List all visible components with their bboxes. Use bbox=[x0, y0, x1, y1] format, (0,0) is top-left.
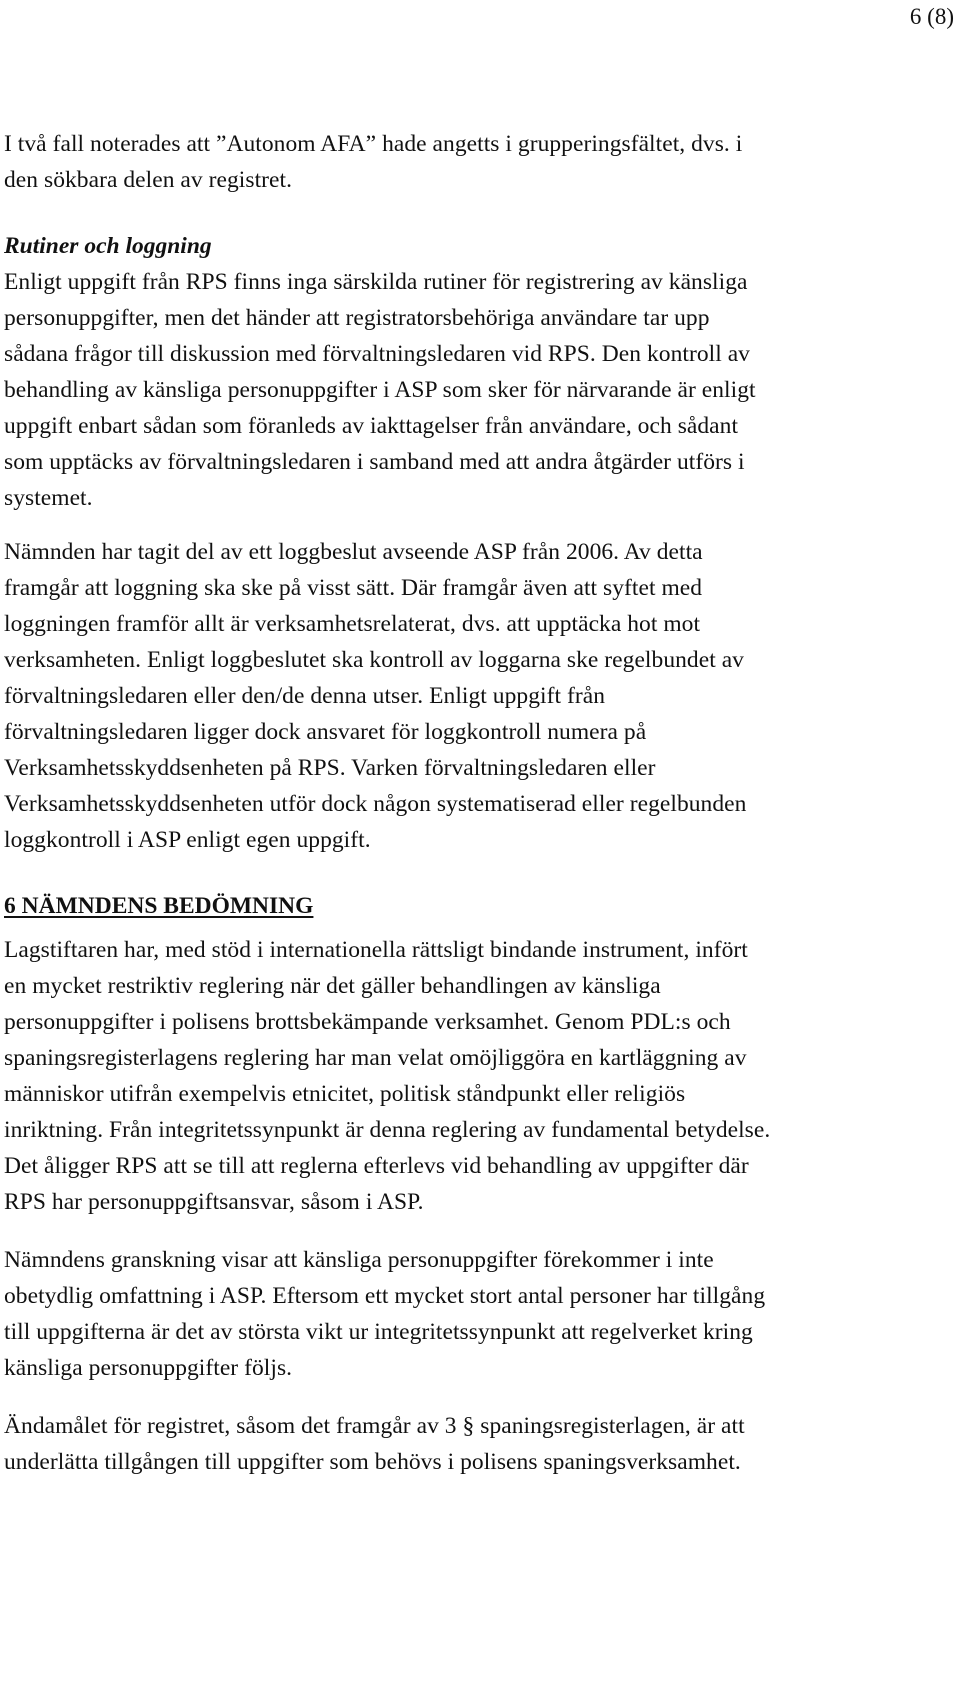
intro-paragraph bbox=[4, 126, 956, 198]
text-line: uppgift enbart sådan som föranleds av iakttagelser från användare, och sådant bbox=[4, 413, 739, 439]
text-line: förvaltningsledaren ligger dock ansvaret för loggkontroll numera på bbox=[4, 719, 647, 745]
assessment-paragraph-3 bbox=[4, 1408, 956, 1480]
page-number: 6 (8) bbox=[909, 4, 954, 29]
text-line: Verksamhetsskyddsenheten utför dock någon systematiserad eller regelbunden bbox=[4, 791, 747, 817]
text-line: sådana frågor till diskussion med förvaltningsledaren vid RPS. Den kontroll av bbox=[4, 341, 750, 367]
text-line: Nämnden har tagit del av ett loggbeslut avseende ASP från 2006. Av detta bbox=[4, 539, 703, 565]
assessment-paragraph-1 bbox=[4, 932, 956, 1220]
text-line: systemet. bbox=[4, 485, 93, 511]
text-line: obetydlig omfattning i ASP. Eftersom ett mycket stort antal personer har tillgång bbox=[4, 1283, 766, 1309]
routines-paragraph-1 bbox=[4, 264, 956, 516]
text-line: Verksamhetsskyddsenheten på RPS. Varken förvaltningsledaren eller bbox=[4, 755, 656, 781]
text-line: Nämndens granskning visar att känsliga personuppgifter förekommer i inte bbox=[4, 1247, 714, 1273]
text-line: spaningsregisterlagens reglering har man velat omöjliggöra en kartläggning av bbox=[4, 1045, 747, 1071]
text-line: den sökbara delen av registret. bbox=[4, 167, 293, 193]
text-line: förvaltningsledaren eller den/de denna utser. Enligt uppgift från bbox=[4, 683, 605, 709]
text-line: framgår att loggning ska ske på visst sätt. Där framgår även att syftet med bbox=[4, 575, 703, 601]
text-line: Det åligger RPS att se till att reglerna efterlevs vid behandling av uppgifter där bbox=[4, 1153, 749, 1179]
text-line: loggkontroll i ASP enligt egen uppgift. bbox=[4, 827, 371, 853]
text-line: Enligt uppgift från RPS finns inga särskilda rutiner för registrering av känsliga bbox=[4, 269, 748, 295]
text-line: personuppgifter i polisens brottsbekämpande verksamhet. Genom PDL:s och bbox=[4, 1009, 731, 1035]
text-line: Lagstiftaren har, med stöd i internationella rättsligt bindande instrument, infört bbox=[4, 937, 748, 963]
text-line: känsliga personuppgifter följs. bbox=[4, 1355, 293, 1381]
text-line: människor utifrån exempelvis etnicitet, politisk ståndpunkt eller religiös bbox=[4, 1081, 686, 1107]
routines-paragraph-2 bbox=[4, 534, 956, 858]
text-line: en mycket restriktiv reglering när det gäller behandlingen av känsliga bbox=[4, 973, 661, 999]
text-line: till uppgifterna är det av största vikt ur integritetssynpunkt att regelverket kring bbox=[4, 1319, 753, 1345]
text-line: inriktning. Från integritetssynpunkt är denna reglering av fundamental betydelse. bbox=[4, 1117, 771, 1143]
assessment-paragraph-2 bbox=[4, 1242, 956, 1386]
text-line: behandling av känsliga personuppgifter i ASP som sker för närvarande är enligt bbox=[4, 377, 756, 403]
section-heading-assessment: 6 NÄMNDENS BEDÖMNING bbox=[4, 893, 314, 919]
text-line: I två fall noterades att ”Autonom AFA” hade angetts i grupperingsfältet, dvs. i bbox=[4, 131, 743, 157]
document-body bbox=[4, 126, 956, 1480]
text-line: underlätta tillgången till uppgifter som behövs i polisens spaningsverksamhet. bbox=[4, 1449, 741, 1475]
text-line: RPS har personuppgiftsansvar, såsom i ASP. bbox=[4, 1189, 424, 1215]
text-line: Ändamålet för registret, såsom det framgår av 3 § spaningsregisterlagen, är att bbox=[4, 1413, 745, 1439]
text-line: som upptäcks av förvaltningsledaren i samband med att andra åtgärder utförs i bbox=[4, 449, 745, 475]
text-line: personuppgifter, men det händer att registratorsbehöriga användare tar upp bbox=[4, 305, 710, 331]
text-line: verksamheten. Enligt loggbeslutet ska kontroll av loggarna ske regelbundet av bbox=[4, 647, 744, 673]
text-line: loggningen framför allt är verksamhetsrelaterat, dvs. att upptäcka hot mot bbox=[4, 611, 701, 637]
subheading-routines: Rutiner och loggning bbox=[4, 233, 212, 259]
